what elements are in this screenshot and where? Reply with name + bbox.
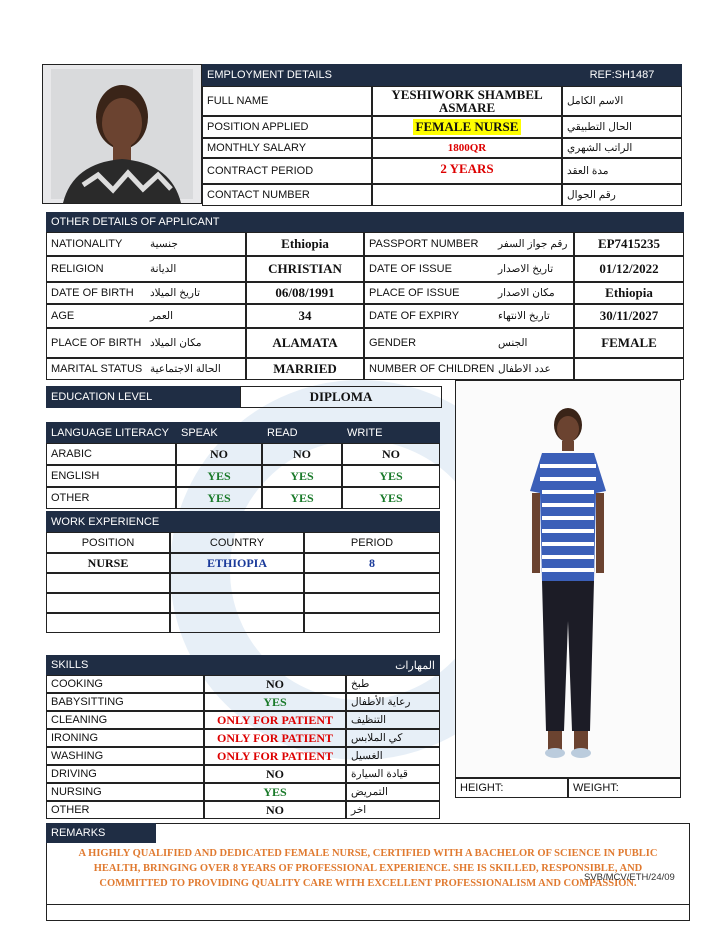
work-position-cell [46,613,170,633]
detail-label-arabic: تاريخ الانتهاء [494,304,574,328]
detail-label: MARITAL STATUS [46,358,146,380]
position-applied-label: POSITION APPLIED [202,116,372,138]
detail-label: AGE [46,304,146,328]
language-header: LANGUAGE LITERACY [46,422,176,443]
remarks-footer-line [46,905,690,921]
position-applied-text: FEMALE NURSE [413,119,522,135]
detail-label: PASSPORT NUMBER [364,232,494,256]
detail-value: EP7415235 [574,232,684,256]
education-level-value: DIPLOMA [240,386,442,408]
detail-value [574,358,684,380]
applicant-full-body-photo [455,380,681,778]
position-applied-arabic: الحال التطبيقي [562,116,682,138]
skill-label-arabic: قيادة السيارة [346,765,440,783]
skill-label-arabic: اخر [346,801,440,819]
work-country-cell: ETHIOPIA [170,553,304,573]
full-name-label: FULL NAME [202,86,372,116]
remarks-text: A HIGHLY QUALIFIED AND DEDICATED FEMALE NURSE, CERTIFIED WITH A BACHELOR OF SCIENCE IN PUBLIC HEALTH, BRINGING OVER 8 YEARS OF PROFESSIONAL EXPERIENCE. SHE IS SKILLED, RESPONSIBLE, AND COMMITTED TO PROVIDING QUALITY CARE WITH EXCELLENT PROFESSIONALISM AND COMPASSION. [78,848,658,889]
skills-title-arabic: المهارات [395,659,435,672]
full-name-text: YESHIWORK SHAMBEL ASMARE [391,87,543,115]
detail-value: 34 [246,304,364,328]
other-details-header: OTHER DETAILS OF APPLICANT [46,212,364,232]
language-speak-value: YES [176,465,262,487]
detail-label: GENDER [364,328,494,358]
language-read-value: NO [262,443,342,465]
reference-number: REF:SH1487 [562,64,682,86]
language-read-value: YES [262,487,342,509]
remarks-header: REMARKS [46,823,156,843]
detail-value: Ethiopia [574,282,684,304]
skill-value: YES [204,783,346,801]
skill-label-arabic: طبخ [346,675,440,693]
detail-label: NATIONALITY [46,232,146,256]
contact-number-arabic: رقم الجوال [562,184,682,206]
skill-label-arabic: التنظيف [346,711,440,729]
other-details-header-right [364,212,684,232]
language-speak-value: NO [176,443,262,465]
skill-value: ONLY FOR PATIENT [204,711,346,729]
language-header: READ [262,422,342,443]
skill-label: DRIVING [46,765,204,783]
contract-period-label: CONTRACT PERIOD [202,158,372,184]
detail-label-arabic: الديانة [146,256,246,282]
contract-period-arabic: مدة العقد [562,158,682,184]
work-country-cell [170,613,304,633]
work-country-cell [170,573,304,593]
detail-label-arabic: العمر [146,304,246,328]
detail-label-arabic: تاريخ الميلاد [146,282,246,304]
contract-period-value: 2 YEARS [372,158,562,184]
skill-label-arabic: كي الملابس [346,729,440,747]
work-position-cell [46,593,170,613]
monthly-salary-value: 1800QR [372,138,562,158]
detail-label: DATE OF BIRTH [46,282,146,304]
position-applied-value [372,116,562,138]
detail-label: DATE OF ISSUE [364,256,494,282]
work-experience-header: WORK EXPERIENCE [46,511,440,532]
height-label: HEIGHT: [455,778,568,798]
skill-label: COOKING [46,675,204,693]
monthly-salary-arabic: الراتب الشهري [562,138,682,158]
work-period-cell [304,613,440,633]
skill-label: OTHER [46,801,204,819]
education-level-label: EDUCATION LEVEL [46,386,240,408]
language-name: OTHER [46,487,176,509]
skill-value: NO [204,675,346,693]
detail-label-arabic: مكان الميلاد [146,328,246,358]
detail-label: PLACE OF BIRTH [46,328,146,358]
skill-value: NO [204,765,346,783]
work-period-cell [304,593,440,613]
skill-label: NURSING [46,783,204,801]
skill-value: ONLY FOR PATIENT [204,729,346,747]
detail-label-arabic: مكان الاصدار [494,282,574,304]
detail-label-arabic: تاريخ الاصدار [494,256,574,282]
language-read-value: YES [262,465,342,487]
skill-value: NO [204,801,346,819]
skill-label: IRONING [46,729,204,747]
skill-label-arabic: التمريض [346,783,440,801]
work-position-cell [46,573,170,593]
language-name: ENGLISH [46,465,176,487]
skill-label: WASHING [46,747,204,765]
detail-value: 06/08/1991 [246,282,364,304]
detail-label-arabic: جنسية [146,232,246,256]
language-speak-value: YES [176,487,262,509]
detail-value: 01/12/2022 [574,256,684,282]
skill-label: BABYSITTING [46,693,204,711]
language-write-value: NO [342,443,440,465]
detail-value: 30/11/2027 [574,304,684,328]
language-write-value: YES [342,465,440,487]
work-header: PERIOD [304,532,440,553]
skills-title: SKILLS [51,659,89,671]
detail-label: PLACE OF ISSUE [364,282,494,304]
skill-label: CLEANING [46,711,204,729]
work-period-cell [304,573,440,593]
work-country-cell [170,593,304,613]
skill-label-arabic: رعاية الأطفال [346,693,440,711]
detail-label: DATE OF EXPIRY [364,304,494,328]
skill-label-arabic: الغسيل [346,747,440,765]
language-header: WRITE [342,422,440,443]
skill-value: YES [204,693,346,711]
detail-label-arabic: الحالة الاجتماعية [146,358,246,380]
full-name-value [372,86,562,116]
full-name-arabic: الاسم الكامل [562,86,682,116]
detail-label-arabic: الجنس [494,328,574,358]
applicant-portrait-photo [42,64,202,204]
employment-details-header: EMPLOYMENT DETAILS [202,64,562,86]
contact-number-value [372,184,562,206]
detail-label-arabic: رقم جواز السفر [494,232,574,256]
skill-value: ONLY FOR PATIENT [204,747,346,765]
skills-header [46,655,440,675]
weight-label: WEIGHT: [568,778,681,798]
work-header: COUNTRY [170,532,304,553]
language-name: ARABIC [46,443,176,465]
work-period-cell: 8 [304,553,440,573]
detail-label: RELIGION [46,256,146,282]
detail-value: MARRIED [246,358,364,380]
language-header: SPEAK [176,422,262,443]
detail-value: FEMALE [574,328,684,358]
detail-value: Ethiopia [246,232,364,256]
detail-value: CHRISTIAN [246,256,364,282]
monthly-salary-label: MONTHLY SALARY [202,138,372,158]
detail-label: NUMBER OF CHILDREN [364,358,494,380]
document-code: SVB/MCV/ETH/24/09 [584,872,675,883]
detail-label-arabic: عدد الاطفال [494,358,574,380]
work-position-cell: NURSE [46,553,170,573]
work-header: POSITION [46,532,170,553]
language-write-value: YES [342,487,440,509]
contact-number-label: CONTACT NUMBER [202,184,372,206]
detail-value: ALAMATA [246,328,364,358]
